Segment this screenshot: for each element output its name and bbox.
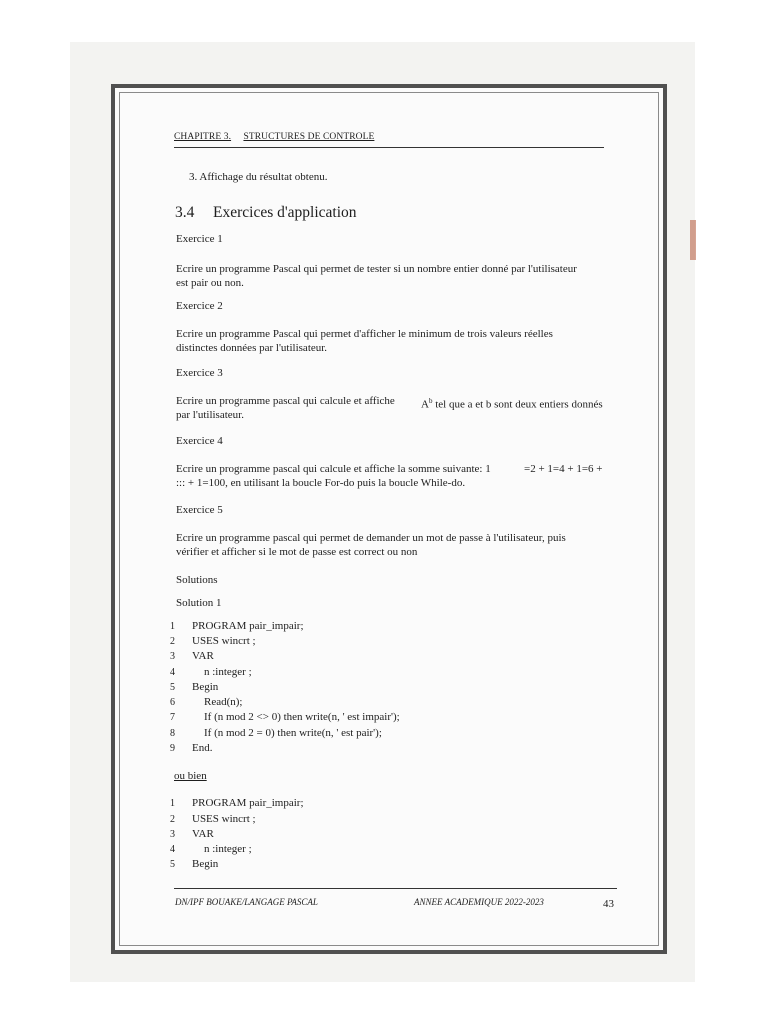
footer-left: DN/IPF BOUAKE/LANGAGE PASCAL: [175, 897, 318, 907]
section-heading: [175, 204, 357, 222]
chapter-title: STRUCTURES DE CONTROLE: [243, 132, 375, 142]
exercise-2-title: Exercice 2: [176, 300, 223, 312]
header-rule: [174, 147, 604, 148]
exercise-4-text: Ecrire un programme pascal qui calcule et affiche la somme suivante: 1 =2 + 1=4 + 1=6 + ::: + 1=100, en utilisant la boucle For-do puis la boucle While-do.: [176, 463, 603, 489]
code-line: 5 Begin: [170, 681, 219, 693]
ou-bien-label: ou bien: [174, 770, 207, 782]
exercise-4-title: Exercice 4: [176, 435, 223, 447]
exercise-2-text: Ecrire un programme Pascal qui permet d'afficher le minimum de trois valeurs réelles distinctes données par l'utilisateur.: [176, 328, 553, 354]
code-line: 2 USES wincrt ;: [170, 813, 256, 825]
code-line: 3 VAR: [170, 650, 214, 662]
exercise-1-title: Exercice 1: [176, 233, 223, 245]
chapter-header: [174, 132, 374, 142]
section-title: Exercices d'application: [213, 204, 357, 221]
code-line: 3 VAR: [170, 828, 214, 840]
solutions-heading: Solutions: [176, 574, 218, 586]
exercise-3-title: Exercice 3: [176, 367, 223, 379]
footer-center: ANNEE ACADEMIQUE 2022-2023: [414, 897, 544, 907]
exercise-5-text: Ecrire un programme pascal qui permet de demander un mot de passe à l'utilisateur, puis vérifier et afficher si le mot de passe est correct ou non: [176, 532, 566, 558]
code-line: 1 PROGRAM pair_impair;: [170, 620, 304, 632]
code-line: 4 n :integer ;: [170, 666, 252, 678]
code-line: 5 Begin: [170, 858, 219, 870]
code-line: 2 USES wincrt ;: [170, 635, 256, 647]
code-line: 9 End.: [170, 742, 213, 754]
solution-1-heading: Solution 1: [176, 597, 222, 609]
code-line: 8 If (n mod 2 = 0) then write(n, ' est pair');: [170, 727, 382, 739]
exercise-3-text: Ecrire un programme pascal qui calcule et affiche $A^b$ tel que a et b sont deux entiers donnés par l'utilisateur.: [176, 395, 603, 421]
code-line: 4 n :integer ;: [170, 843, 252, 855]
intro-item: 3. Affichage du résultat obtenu.: [189, 171, 328, 183]
paper-edge-mark: [690, 220, 696, 260]
code-line: 7 If (n mod 2 <> 0) then write(n, ' est impair');: [170, 711, 400, 723]
exercise-1-text: Ecrire un programme Pascal qui permet de tester si un nombre entier donné par l'utilisateur est pair ou non.: [176, 263, 577, 289]
code-line: 6 Read(n);: [170, 696, 243, 708]
formula-power: $A^b$ tel que a et b sont deux entiers donnés: [421, 397, 603, 411]
code-line: 1 PROGRAM pair_impair;: [170, 797, 304, 809]
section-number: 3.4: [175, 204, 195, 221]
exercise-5-title: Exercice 5: [176, 504, 223, 516]
chapter-label: CHAPITRE 3.: [174, 132, 232, 142]
page-number: 43: [603, 898, 614, 910]
footer-rule: [174, 888, 617, 889]
